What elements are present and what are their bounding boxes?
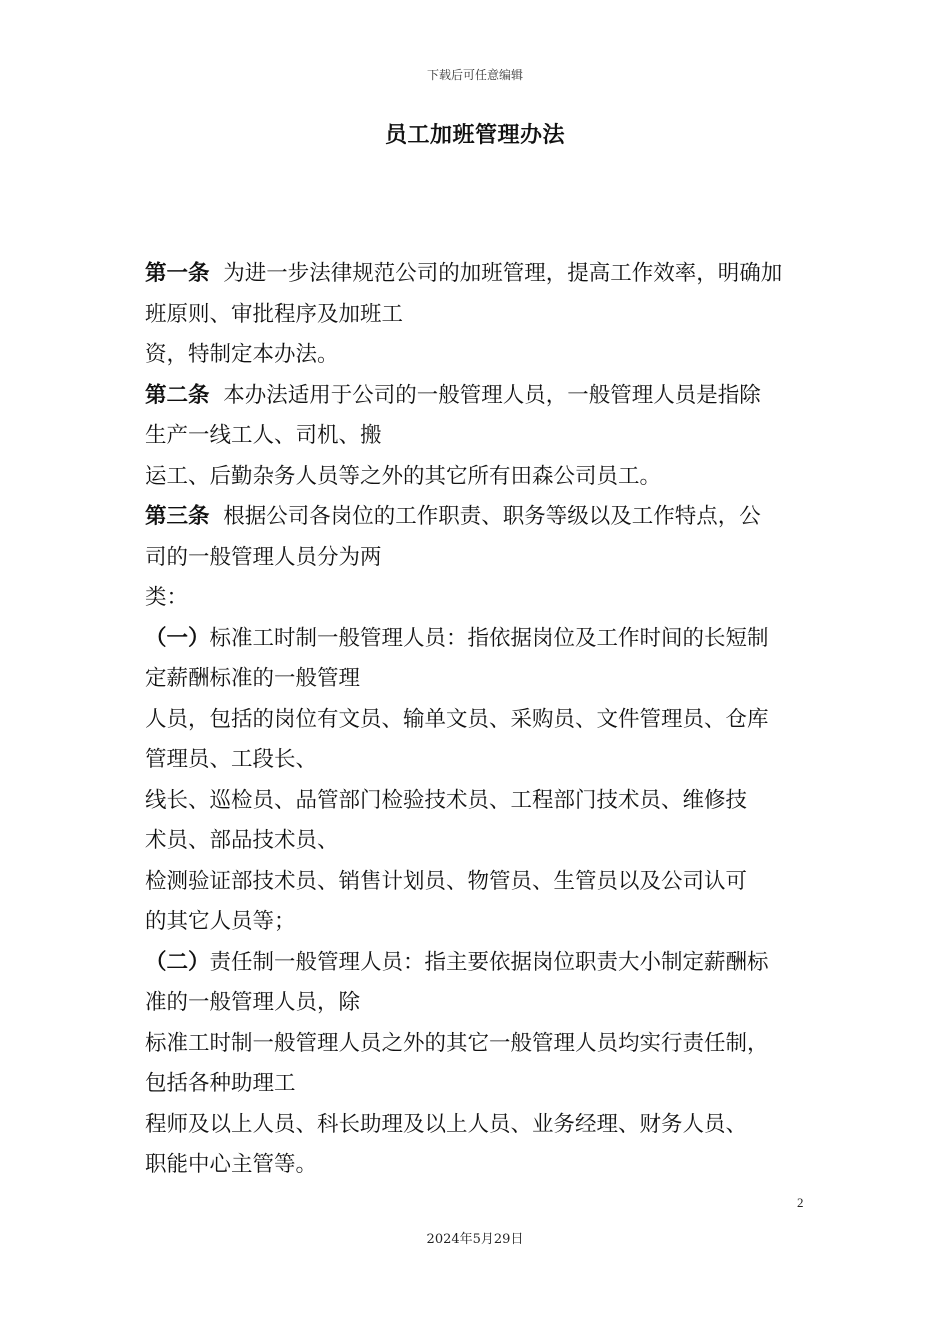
line-text: 类： bbox=[145, 585, 189, 610]
document-body bbox=[145, 254, 815, 1186]
body-line bbox=[145, 1105, 815, 1146]
body-line bbox=[145, 335, 815, 376]
page-number: 2 bbox=[797, 1195, 804, 1210]
line-text: 责任制一般管理人员：指主要依据岗位职责大小制定薪酬标 bbox=[209, 949, 769, 975]
line-text: 人员，包括的岗位有文员、输单文员、采购员、文件管理员、仓库 bbox=[145, 706, 769, 732]
article-label: 第一条 bbox=[145, 261, 210, 286]
body-line bbox=[145, 902, 815, 943]
line-text: 标准工时制一般管理人员之外的其它一般管理人员均实行责任制， bbox=[145, 1030, 769, 1056]
article-label: 第三条 bbox=[145, 504, 210, 529]
body-line bbox=[145, 781, 815, 822]
body-line bbox=[145, 943, 815, 984]
body-line bbox=[145, 416, 815, 457]
line-text: 班原则、审批程序及加班工 bbox=[145, 301, 404, 327]
body-line bbox=[145, 821, 815, 862]
body-line bbox=[145, 619, 815, 660]
body-line bbox=[145, 983, 815, 1024]
line-text: 线长、巡检员、品管部门检验技术员、工程部门技术员、维修技 bbox=[145, 787, 748, 813]
body-line bbox=[145, 1064, 815, 1105]
line-text: 术员、部品技术员、 bbox=[145, 828, 339, 853]
line-text: 生产一线工人、司机、搬 bbox=[145, 423, 382, 448]
body-line bbox=[145, 497, 815, 538]
body-line bbox=[145, 295, 815, 336]
item-label: （二） bbox=[145, 949, 210, 975]
body-line bbox=[145, 254, 815, 295]
line-text: 检测验证部技术员、销售计划员、物管员、生管员以及公司认可 bbox=[145, 868, 748, 894]
line-text: 运工、后勤杂务人员等之外的其它所有田森公司员工。 bbox=[145, 463, 662, 489]
body-line bbox=[145, 578, 815, 619]
footer-date: 2024年5月29日 bbox=[426, 1232, 524, 1247]
line-text: 职能中心主管等。 bbox=[145, 1152, 318, 1177]
body-line bbox=[145, 862, 815, 903]
body-line bbox=[145, 538, 815, 579]
article-label: 第二条 bbox=[145, 382, 210, 408]
body-line bbox=[145, 457, 815, 498]
body-line bbox=[145, 740, 815, 781]
line-text: 程师及以上人员、科长助理及以上人员、业务经理、财务人员、 bbox=[145, 1111, 748, 1137]
line-text: 资，特制定本办法。 bbox=[145, 342, 339, 367]
document-title: 员工加班管理办法 bbox=[384, 123, 565, 148]
header-note: 下载后可任意编辑 bbox=[426, 68, 523, 82]
body-line bbox=[145, 1145, 815, 1186]
line-text: 定薪酬标准的一般管理 bbox=[145, 666, 361, 691]
line-text: 根据公司各岗位的工作职责、职务等级以及工作特点，公 bbox=[223, 504, 761, 529]
body-line bbox=[145, 1024, 815, 1065]
line-text: 的其它人员等； bbox=[145, 909, 296, 934]
line-text: 准的一般管理人员，除 bbox=[145, 990, 361, 1015]
line-text: 管理员、工段长、 bbox=[145, 747, 318, 772]
line-text: 本办法适用于公司的一般管理人员，一般管理人员是指除 bbox=[223, 382, 761, 408]
line-text: 标准工时制一般管理人员：指依据岗位及工作时间的长短制 bbox=[209, 625, 769, 651]
line-text: 包括各种助理工 bbox=[145, 1071, 296, 1096]
body-line bbox=[145, 659, 815, 700]
item-label: （一） bbox=[145, 625, 210, 651]
line-text: 为进一步法律规范公司的加班管理，提高工作效率，明确加 bbox=[223, 261, 783, 286]
line-text: 司的一般管理人员分为两 bbox=[145, 544, 382, 570]
body-line bbox=[145, 700, 815, 741]
body-line bbox=[145, 376, 815, 417]
